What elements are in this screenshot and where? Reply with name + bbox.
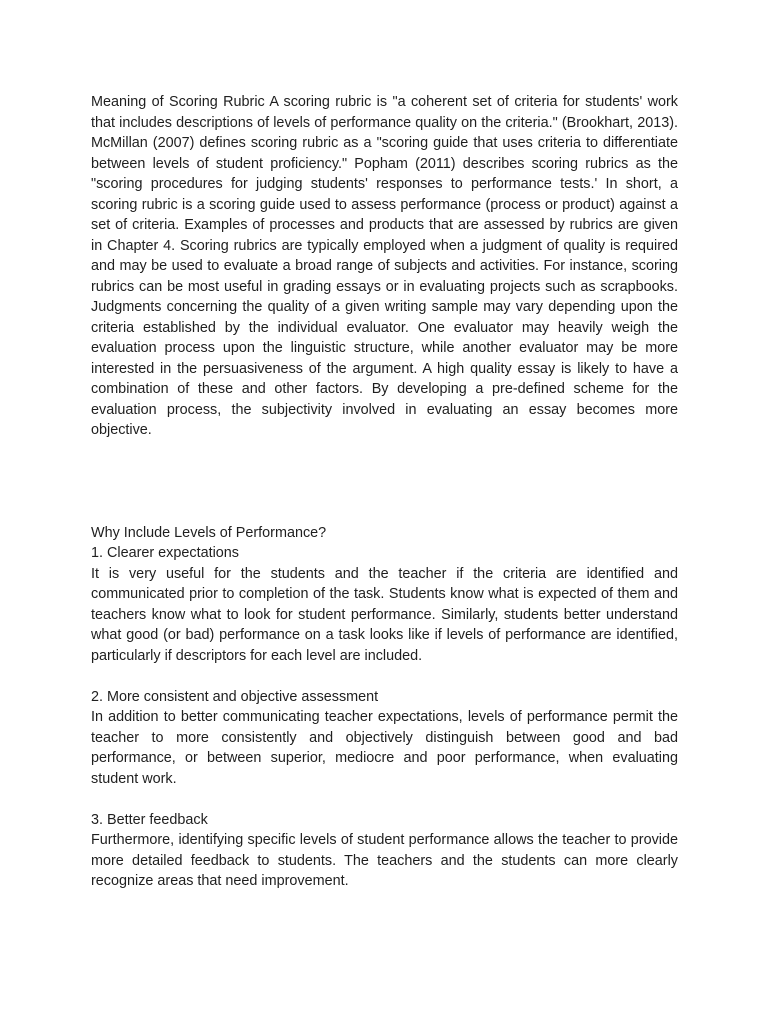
point-heading: 2. More consistent and objective assessment [91, 688, 379, 705]
point-heading: 3. Better feedback [91, 811, 208, 828]
point-better-feedback [91, 810, 678, 892]
point-clearer-expectations [91, 543, 678, 666]
point-body: It is very useful for the students and the teacher if the criteria are identified and communicated prior to completion of the task. Students know what is expected of them and teachers know what to look for student performance. Similarly, students better understand what good (or bad) performance on a task looks like if levels of performance are identified, particularly if descriptors for each level are included. [91, 565, 678, 664]
point-heading: 1. Clearer expectations [91, 545, 239, 561]
section-spacer [91, 441, 678, 523]
document-body [91, 92, 678, 892]
section-title: Why Include Levels of Performance? [91, 524, 327, 541]
paragraph-spacer [91, 789, 678, 810]
point-body: Furthermore, identifying specific levels of student performance allows the teacher to provide more detailed feedback to students. The teachers and the students can more clearly recognize areas that need improvement. [91, 832, 678, 889]
point-consistent-assessment [91, 687, 678, 790]
point-body: In addition to better communicating teacher expectations, levels of performance permit the teacher to more consistently and objectively distinguish between good and bad performance, or between superior, mediocre and poor performance, when evaluating student work. [91, 709, 678, 787]
intro-paragraph: Meaning of Scoring Rubric A scoring rubric is "a coherent set of criteria for students' work that includes descriptions of levels of performance quality on the criteria." (Brookhart, 2013). McMillan (2007) defines scoring rubric as a "scoring guide that uses criteria to differentiate between levels of student proficiency." Popham (2011) describes scoring rubrics as the "scoring procedures for judging students' responses to performance tests.' In short, a scoring rubric is a scoring guide used to assess performance (process or product) against a set of criteria. Examples of processes and products that are assessed by rubrics are given in Chapter 4. Scoring rubrics are typically employed when a judgment of quality is required and may be used to evaluate a broad range of subjects and activities. For instance, scoring rubrics can be most useful in grading essays or in evaluating projects such as scrapbooks. Judgments concerning the quality of a given writing sample may vary depending upon the criteria established by the individual evaluator. One evaluator may heavily weigh the evaluation process upon the linguistic structure, while another evaluator may be more interested in the persuasiveness of the argument. A high quality essay is likely to have a combination of these and other factors. By developing a pre-defined scheme for the evaluation process, the subjectivity involved in evaluating an essay becomes more objective. [91, 94, 678, 438]
paragraph-spacer [91, 666, 678, 687]
